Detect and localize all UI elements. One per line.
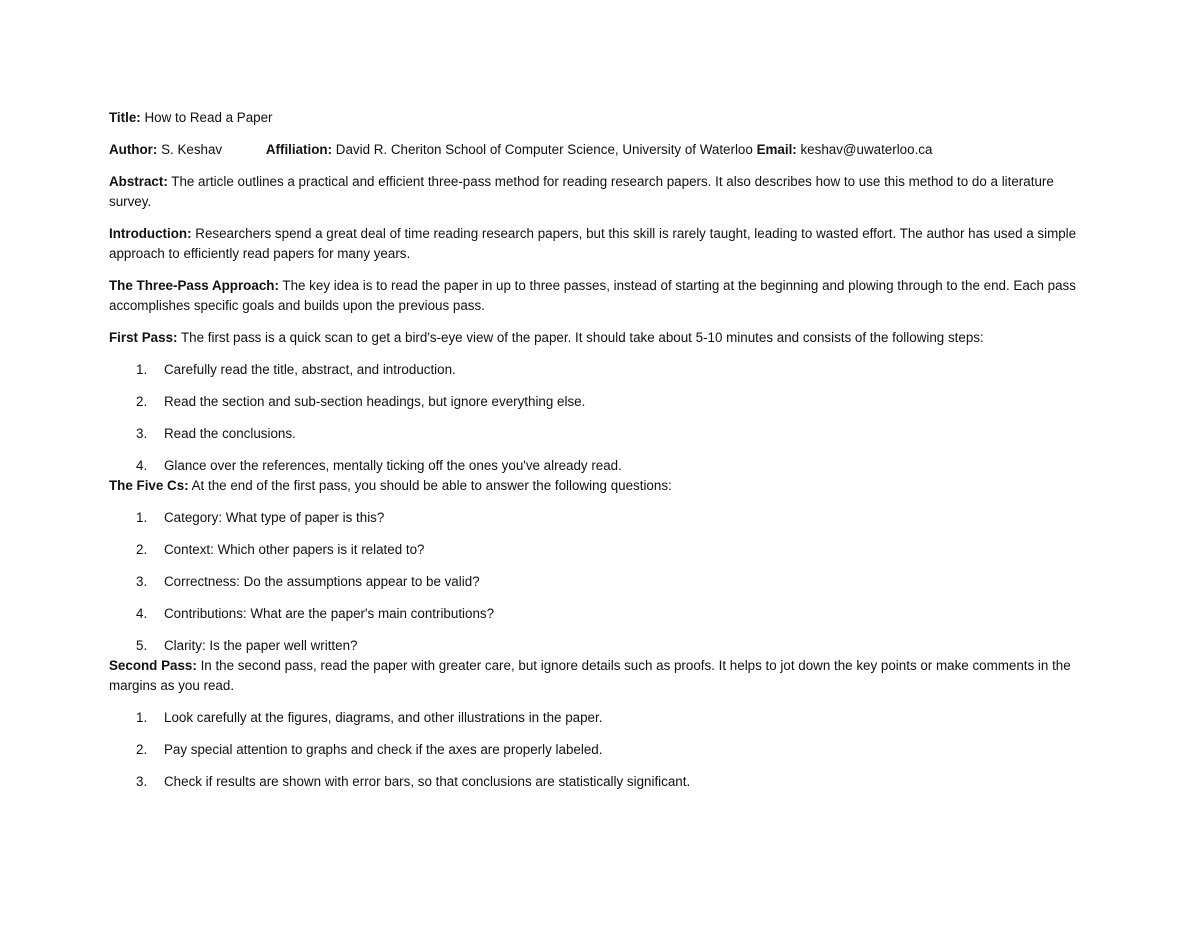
list-item	[109, 456, 1099, 476]
five-cs-label: The Five Cs:	[109, 478, 189, 493]
list-number: 2.	[136, 742, 148, 757]
affiliation-value: David R. Cheriton School of Computer Science, University of Waterloo	[335, 142, 753, 157]
three-pass-paragraph	[109, 276, 1099, 316]
list-item-text: Clarity: Is the paper well written?	[164, 638, 358, 653]
document-body	[109, 108, 1099, 804]
list-item-text: Correctness: Do the assumptions appear to be valid?	[164, 574, 480, 589]
list-item-text: Read the conclusions.	[164, 426, 296, 441]
list-number: 3.	[136, 574, 148, 589]
list-item-text: Carefully read the title, abstract, and introduction.	[164, 362, 456, 377]
first-pass-text: The first pass is a quick scan to get a bird's-eye view of the paper. It should take about 5-10 minutes and consists of the following steps:	[180, 330, 984, 345]
first-pass-label: First Pass:	[109, 330, 178, 345]
list-item-text: Look carefully at the figures, diagrams, and other illustrations in the paper.	[164, 710, 603, 725]
author-label: Author:	[109, 142, 158, 157]
abstract-text: The article outlines a practical and efficient three-pass method for reading research papers. It also describes how to use this method to do a literature survey.	[109, 174, 1054, 209]
second-pass-list	[109, 708, 1099, 792]
second-pass-paragraph	[109, 656, 1099, 696]
abstract-label: Abstract:	[109, 174, 168, 189]
list-number: 1.	[136, 510, 148, 525]
email-value: keshav@uwaterloo.ca	[800, 142, 933, 157]
five-cs-text: At the end of the first pass, you should be able to answer the following questions:	[191, 478, 672, 493]
list-item	[109, 772, 1099, 792]
list-item-text: Contributions: What are the paper's main contributions?	[164, 606, 495, 621]
list-item	[109, 740, 1099, 760]
list-number: 4.	[136, 606, 148, 621]
title-line	[109, 108, 1099, 128]
first-pass-list	[109, 360, 1099, 476]
first-pass-paragraph	[109, 328, 1099, 348]
three-pass-text: The key idea is to read the paper in up to three passes, instead of starting at the beginning and plowing through to the end. Each pass accomplishes specific goals and builds upon the previous pass.	[109, 278, 1076, 313]
list-item	[109, 424, 1099, 444]
five-cs-paragraph	[109, 476, 1099, 496]
second-pass-text: In the second pass, read the paper with greater care, but ignore details such as proofs. It helps to jot down the key points or make comments in the margins as you read.	[109, 658, 1071, 693]
five-cs-list	[109, 508, 1099, 656]
list-number: 1.	[136, 710, 148, 725]
list-item	[109, 508, 1099, 528]
introduction-text: Researchers spend a great deal of time reading research papers, but this skill is rarely taught, leading to wasted effort. The author has used a simple approach to efficiently read papers for many years.	[109, 226, 1077, 261]
introduction-paragraph	[109, 224, 1099, 264]
list-item-text: Glance over the references, mentally ticking off the ones you've already read.	[164, 458, 622, 473]
list-number: 3.	[136, 426, 148, 441]
list-number: 2.	[136, 542, 148, 557]
list-item	[109, 540, 1099, 560]
list-item	[109, 604, 1099, 624]
list-number: 1.	[136, 362, 148, 377]
list-item-text: Pay special attention to graphs and check if the axes are properly labeled.	[164, 742, 603, 757]
list-item	[109, 636, 1099, 656]
three-pass-label: The Three-Pass Approach:	[109, 278, 279, 293]
author-value: S. Keshav	[161, 142, 223, 157]
second-pass-label: Second Pass:	[109, 658, 197, 673]
list-number: 5.	[136, 638, 148, 653]
list-item-text: Context: Which other papers is it related to?	[164, 542, 425, 557]
list-item	[109, 360, 1099, 380]
list-number: 4.	[136, 458, 148, 473]
list-item	[109, 708, 1099, 728]
author-line	[109, 140, 1099, 160]
list-item-text: Read the section and sub-section headings, but ignore everything else.	[164, 394, 586, 409]
affiliation-label: Affiliation:	[265, 142, 333, 157]
list-number: 3.	[136, 774, 148, 789]
email-label: Email:	[756, 142, 797, 157]
list-number: 2.	[136, 394, 148, 409]
list-item	[109, 572, 1099, 592]
abstract-paragraph	[109, 172, 1099, 212]
title-label: Title:	[109, 110, 141, 125]
list-item	[109, 392, 1099, 412]
introduction-label: Introduction:	[109, 226, 192, 241]
list-item-text: Category: What type of paper is this?	[164, 510, 385, 525]
title-value: How to Read a Paper	[144, 110, 273, 125]
list-item-text: Check if results are shown with error bars, so that conclusions are statistically significant.	[164, 774, 691, 789]
